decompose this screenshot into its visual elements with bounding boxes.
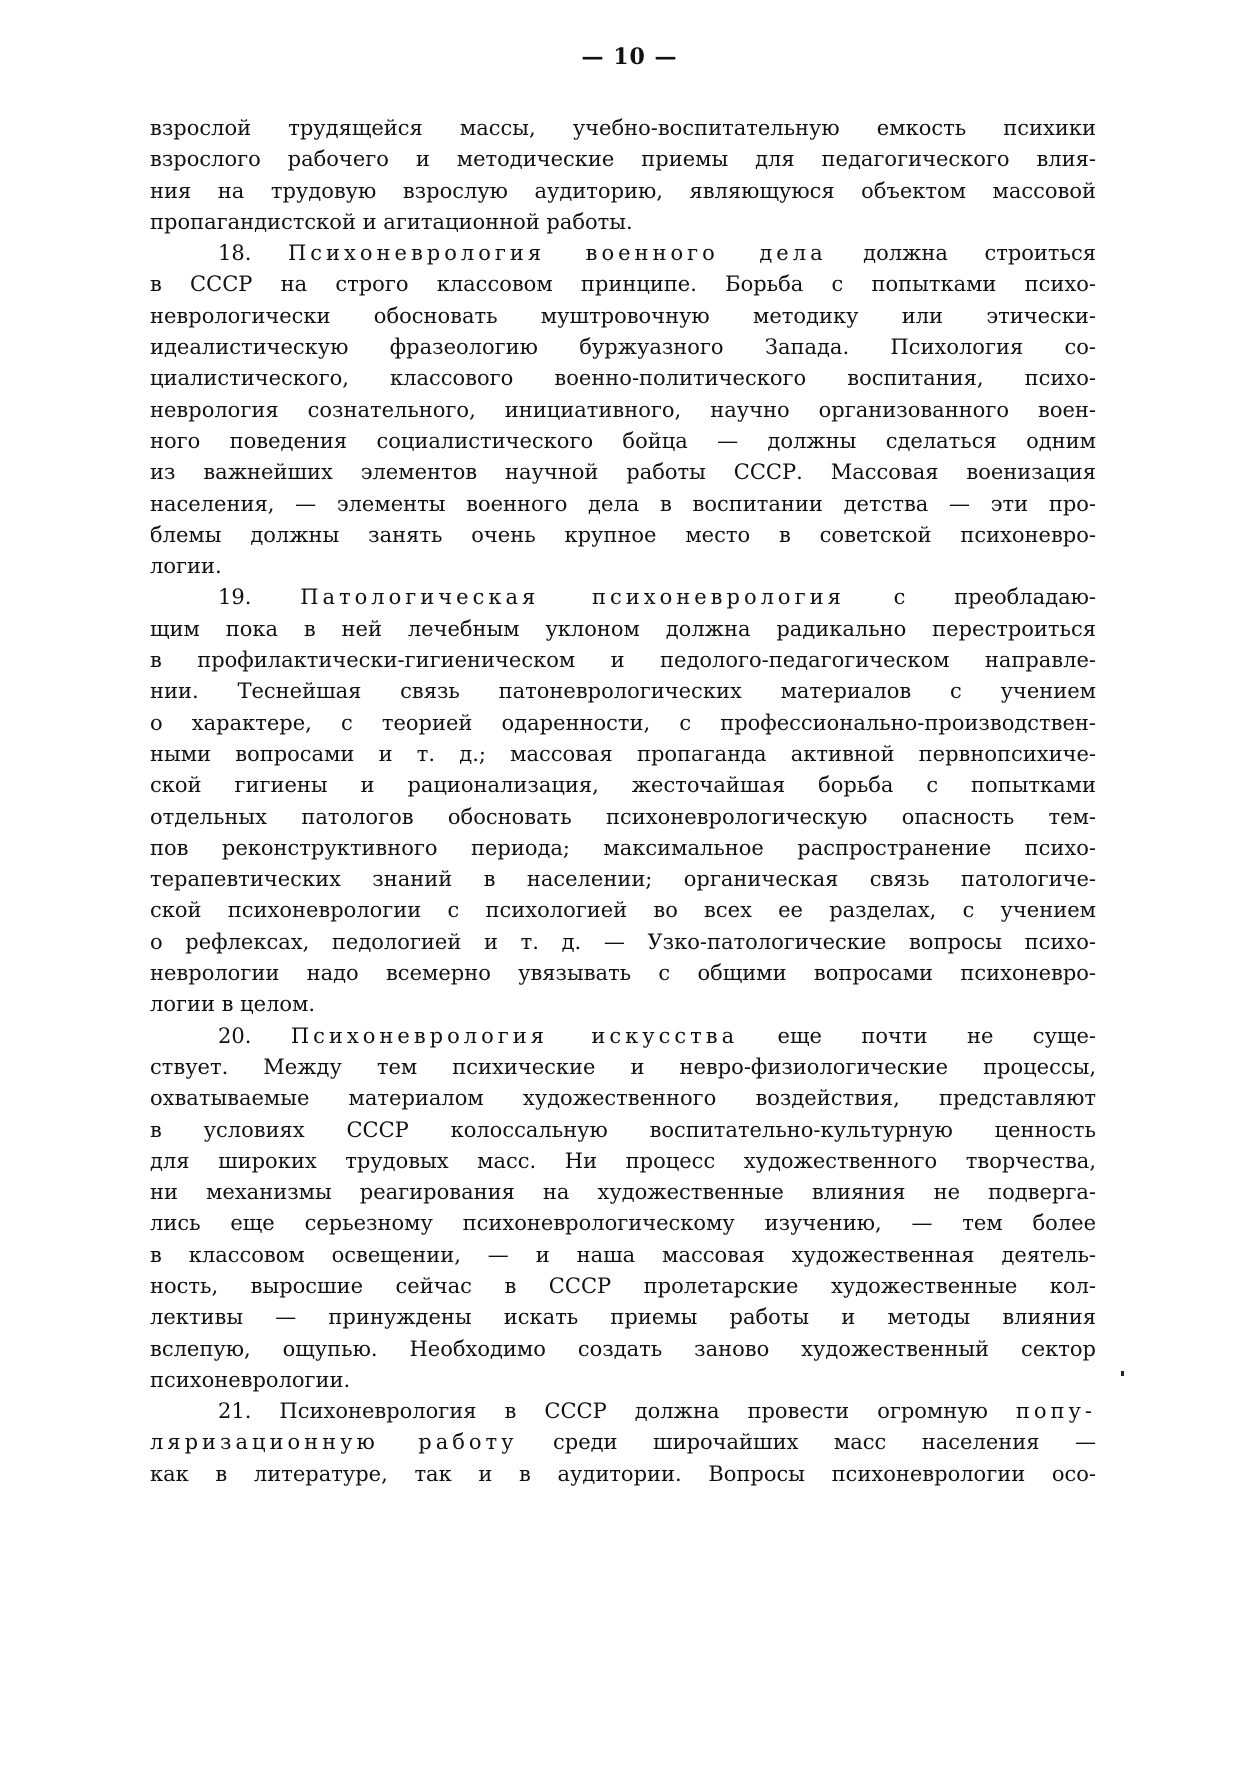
text-line: отдельных патологов обосновать психоневрологическую опасность тем- (150, 804, 1096, 829)
text-line: неврология сознательного, инициативного, научно организованного воен- (150, 397, 1096, 422)
text-line: блемы должны занять очень крупное место в советской психоневро- (150, 522, 1096, 547)
text-line: лективы — принуждены искать приемы работы и методы влияния (150, 1305, 1096, 1330)
spaced-term: ляризационную работу (150, 1430, 518, 1455)
text-line: психоневрологии. (150, 1367, 351, 1392)
spaced-term: попу- (1015, 1399, 1096, 1424)
text-line: неврологически обосновать муштровочную методику или этически- (150, 303, 1096, 328)
text-line: логии в целом. (150, 992, 316, 1017)
text-line: ской психоневрологии с психологией во всех ее разделах, с учением (150, 898, 1096, 923)
intro-paragraph (150, 113, 1096, 238)
text-line: ской гигиены и рационализация, жесточайшая борьба с попытками (150, 773, 1096, 798)
paragraph-line (150, 1427, 1096, 1458)
text-line: в классовом освещении, — и наша массовая художественная деятель- (150, 1242, 1096, 1267)
text-line: нии. Теснейшая связь патоневрологических материалов с учением (150, 679, 1096, 704)
paragraph-19 (150, 582, 1096, 1020)
margin-mark (1121, 1371, 1124, 1376)
page-number: — 10 — (581, 44, 678, 70)
text-fragment: должна строиться (826, 241, 1096, 266)
text-line: щим пока в ней лечебным уклоном должна радикально перестроиться (150, 616, 1096, 641)
text-line: взрослой трудящейся массы, учебно-воспитательную емкость психики (150, 116, 1096, 140)
paragraph-number: 20. (218, 1023, 252, 1048)
body-text (150, 113, 1096, 1490)
text-line: как в литературе, так и в аудитории. Вопросы психоневрологии осо- (150, 1461, 1096, 1486)
text-line: в профилактически-гигиеническом и педолого-педагогическом направле- (150, 648, 1096, 673)
text-fragment: среди широчайших масс населения — (517, 1430, 1096, 1455)
spaced-term: Патологическая психоневрология (300, 585, 845, 610)
paragraph-first-line (150, 238, 1096, 269)
text-line: ствует. Между тем психические и невро-физиологические процессы, (150, 1054, 1096, 1079)
text-line: в условиях СССР колоссальную воспитательно-культурную ценность (150, 1117, 1096, 1142)
paragraph-first-line (150, 1396, 1096, 1427)
text-line: циалистического, классового военно-политического воспитания, психо- (150, 366, 1096, 391)
paragraph-first-line (150, 582, 1096, 613)
text-line: лись еще серьезному психоневрологическому изучению, — тем более (150, 1211, 1096, 1236)
text-line: охватываемые материалом художественного воздействия, представляют (150, 1086, 1096, 1111)
paragraph-20 (150, 1021, 1096, 1397)
text-line: ного поведения социалистического бойца — должны сделаться одним (150, 428, 1096, 453)
text-fragment: Психоневрология в СССР должна провести огромную (251, 1399, 1016, 1424)
text-line: идеалистическую фразеологию буржуазного Запада. Психология со- (150, 335, 1096, 360)
paragraph-first-line (150, 1021, 1096, 1052)
text-line: ния на трудовую взрослую аудиторию, являющуюся объектом массовой (150, 178, 1096, 203)
text-line: вслепую, ощупью. Необходимо создать заново художественный сектор (150, 1336, 1096, 1361)
text-line: ными вопросами и т. д.; массовая пропаганда активной первнопсихиче- (150, 741, 1096, 766)
text-line: населения, — элементы военного дела в воспитании детства — эти про- (150, 491, 1096, 516)
text-line: пов реконструктивного периода; максимальное распространение психо- (150, 835, 1096, 860)
text-line: для широких трудовых масс. Ни процесс художественного творчества, (150, 1148, 1096, 1173)
text-line: терапевтических знаний в населении; органическая связь патологиче- (150, 867, 1096, 892)
text-line: ни механизмы реагирования на художественные влияния не подверга- (150, 1180, 1096, 1205)
text-line: о характере, с теорией одаренности, с профессионально-производствен- (150, 710, 1096, 735)
spaced-term: Психоневрология искусства (290, 1023, 739, 1048)
paragraph-number: 19. (218, 585, 252, 610)
text-line: о рефлексах, педологией и т. д. — Узко-патологические вопросы психо- (150, 929, 1096, 954)
text-line: логии. (150, 554, 222, 579)
text-line: неврологии надо всемерно увязывать с общими вопросами психоневро- (150, 961, 1096, 986)
text-line: из важнейших элементов научной работы СССР. Массовая военизация (150, 460, 1096, 485)
text-fragment: с преобладаю- (844, 585, 1096, 610)
text-fragment: еще почти не суще- (738, 1023, 1096, 1048)
paragraph-number: 18. (218, 241, 252, 266)
text-line: взрослого рабочего и методические приемы для педагогического влия- (150, 147, 1096, 172)
paragraph-18 (150, 238, 1096, 582)
spaced-term: Психоневрология военного дела (287, 241, 827, 266)
text-line: ность, выросшие сейчас в СССР пролетарские художественные кол- (150, 1273, 1096, 1298)
paragraph-number: 21. (218, 1399, 252, 1424)
paragraph-21 (150, 1396, 1096, 1490)
text-line: в СССР на строго классовом принципе. Борьба с попытками психо- (150, 272, 1096, 297)
text-line: пропагандистской и агитационной работы. (150, 209, 633, 234)
